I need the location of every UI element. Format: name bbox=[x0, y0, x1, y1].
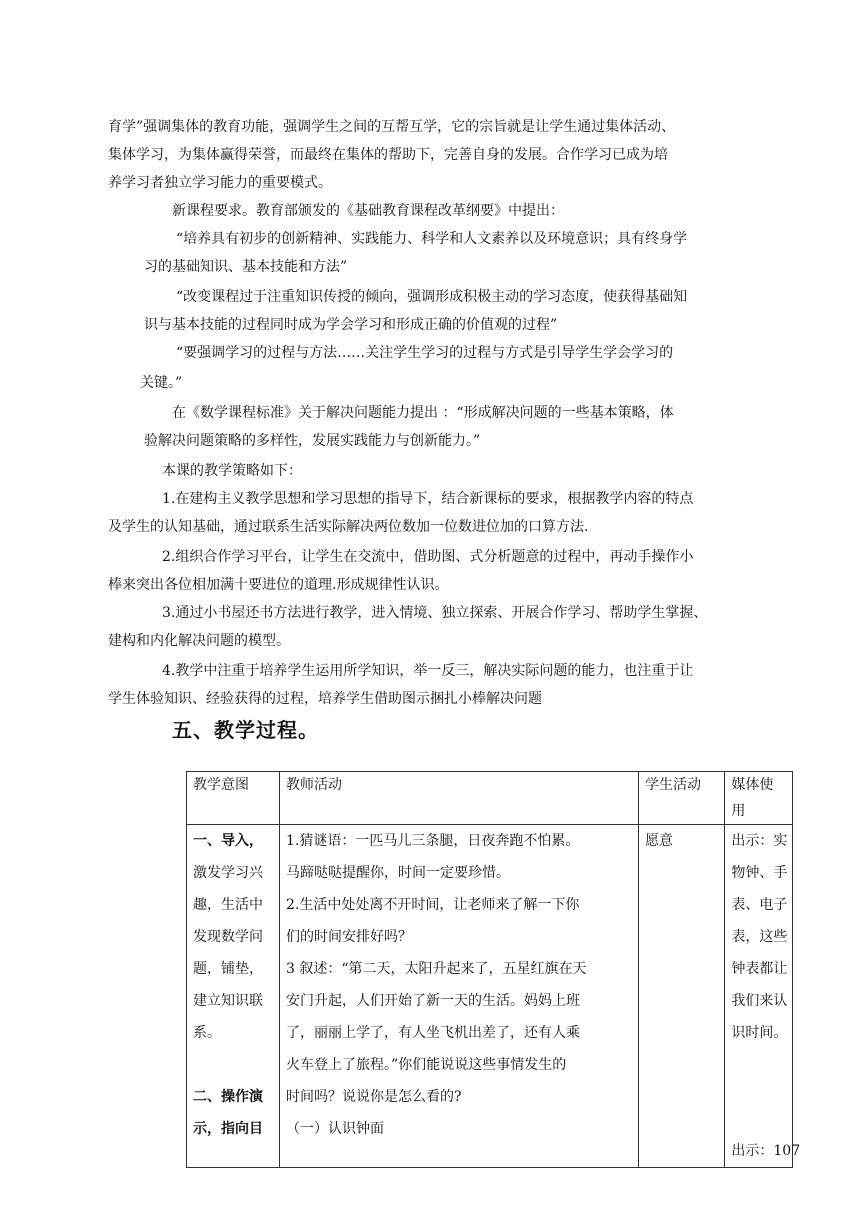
strategy-line: 3.通过小书屋还书方法进行教学，进入情境、独立探索、开展合作学习、帮助学生掌握、 bbox=[162, 605, 708, 621]
paragraph-line: 育学”强调集体的教育功能，强调学生之间的互帮互学，它的宗旨就是让学生通过集体活动、 bbox=[108, 119, 676, 135]
paragraph-line: 新课程要求。教育部颁发的《基础教育课程改革纲要》中提出： bbox=[172, 203, 564, 219]
header-cell-student: 学生活动 bbox=[638, 772, 724, 825]
strategy-line: 及学生的认知基础，通过联系生活实际解决两位数加一位数进位加的口算方法. bbox=[108, 519, 589, 535]
header-cell-intent: 教学意图 bbox=[187, 772, 280, 825]
intent-line: 示，指向目 bbox=[193, 1121, 263, 1137]
paragraph-line: 在《数学课程标准》关于解决问题能力提出 ：“形成解决问题的一些基本策略，体 bbox=[172, 405, 674, 421]
student-activity-line: 愿意 bbox=[644, 833, 673, 849]
quote-line: 习的基础知识、基本技能和方法” bbox=[144, 259, 348, 275]
quote-line: “要强调学习的过程与方法……关注学生学习的过程与方式是引导学生学会学习的 bbox=[176, 345, 674, 361]
teacher-activity-line: 了，丽丽上学了，有人坐飞机出差了，还有人乘 bbox=[286, 1025, 581, 1041]
intent-line: 系。 bbox=[193, 1025, 221, 1041]
teacher-activity-cell bbox=[280, 825, 639, 1168]
paragraph-line: 本课的教学策略如下： bbox=[162, 463, 302, 479]
table-header-row bbox=[187, 772, 793, 825]
strategy-line: 1.在建构主义教学思想和学习思想的指导下，结合新课标的要求，根据教学内容的特点 bbox=[162, 491, 694, 507]
header-cell-teacher: 教师活动 bbox=[280, 772, 639, 825]
intent-line: 发现数学问 bbox=[193, 929, 263, 945]
teacher-activity-line: 1.猜谜语：一匹马儿三条腿，日夜奔跑不怕累。 bbox=[286, 833, 580, 849]
strategy-line: 学生体验知识、经验获得的过程，培养学生借助图示捆扎小棒解决问题 bbox=[108, 691, 542, 707]
quote-line: 关键。” bbox=[140, 375, 183, 391]
media-line: 表、电子 bbox=[731, 897, 788, 913]
quote-line: “培养具有初步的创新精神、实践能力、科学和人文素养以及环境意识；具有终身学 bbox=[176, 231, 688, 247]
teacher-activity-line: 们的时间安排好吗？ bbox=[286, 929, 413, 945]
media-line: 出示：实 bbox=[731, 833, 788, 849]
teacher-activity-line: （一）认识钟面 bbox=[286, 1121, 385, 1137]
media-line: 我们来认 bbox=[731, 993, 788, 1009]
teacher-activity-line: 安门升起，人们开始了新一天的生活。妈妈上班 bbox=[286, 993, 581, 1009]
intent-line: 题，铺垫， bbox=[193, 961, 263, 977]
strategy-line: 4.教学中注重于培养学生运用所学知识，举一反三，解决实际问题的能力，也注重于让 bbox=[162, 663, 694, 679]
media-line: 钟表都让 bbox=[731, 961, 788, 977]
intent-line: 建立知识联 bbox=[193, 993, 263, 1009]
media-line: 识时间。 bbox=[731, 1025, 788, 1041]
teacher-activity-line: 火车登上了旅程。”你们能说说这些事情发生的 bbox=[286, 1057, 567, 1073]
strategy-line: 2.组织合作学习平台，让学生在交流中，借助图、式分析题意的过程中，再动手操作小 bbox=[162, 549, 694, 565]
media-cell bbox=[725, 825, 801, 1168]
paragraph-line: 验解决问题策略的多样性，发展实践能力与创新能力。” bbox=[144, 433, 481, 449]
teacher-activity-line: 2.生活中处处离不开时间，让老师来了解一下你 bbox=[286, 897, 580, 913]
intent-line: 激发学习兴 bbox=[193, 865, 263, 881]
strategy-line: 建构和内化解决问题的模型。 bbox=[108, 633, 290, 649]
intent-line: 二、操作演 bbox=[193, 1089, 263, 1105]
quote-line: 识与基本技能的过程同时成为学会学习和形成正确的价值观的过程” bbox=[144, 317, 558, 333]
paragraph-line: 集体学习，为集体赢得荣誉，而最终在集体的帮助下，完善自身的发展。合作学习已成为培 bbox=[108, 147, 668, 163]
section-heading: 五、教学过程。 bbox=[172, 718, 319, 742]
intent-line bbox=[193, 1049, 273, 1081]
strategy-line: 棒来突出各位相加满十要进位的道理.形成规律性认识。 bbox=[108, 577, 449, 593]
intent-line: 一、导入， bbox=[193, 833, 263, 849]
header-cell-media: 媒体使用 bbox=[725, 772, 793, 825]
table-row bbox=[187, 825, 793, 1168]
teaching-process-table bbox=[186, 771, 801, 1168]
paragraph-line: 养学习者独立学习能力的重要模式。 bbox=[108, 175, 332, 191]
media-line: 表，这些 bbox=[731, 929, 788, 945]
teacher-activity-line: 时间吗？说说你是怎么看的? bbox=[286, 1089, 462, 1105]
quote-line: “改变课程过于注重知识传授的倾向，强调形成积极主动的学习态度，使获得基础知 bbox=[176, 289, 688, 305]
student-activity-cell bbox=[638, 825, 724, 1168]
intent-line: 趣，生活中 bbox=[193, 897, 263, 913]
intent-cell bbox=[187, 825, 280, 1168]
teacher-activity-line: 3 叙述：“第二天，太阳升起来了，五星红旗在天 bbox=[286, 961, 587, 977]
media-line: 物钟、手 bbox=[731, 865, 788, 881]
teacher-activity-line: 马蹄哒哒提醒你，时间一定要珍惜。 bbox=[286, 865, 511, 881]
media-line: 出示：107 bbox=[731, 1143, 801, 1159]
